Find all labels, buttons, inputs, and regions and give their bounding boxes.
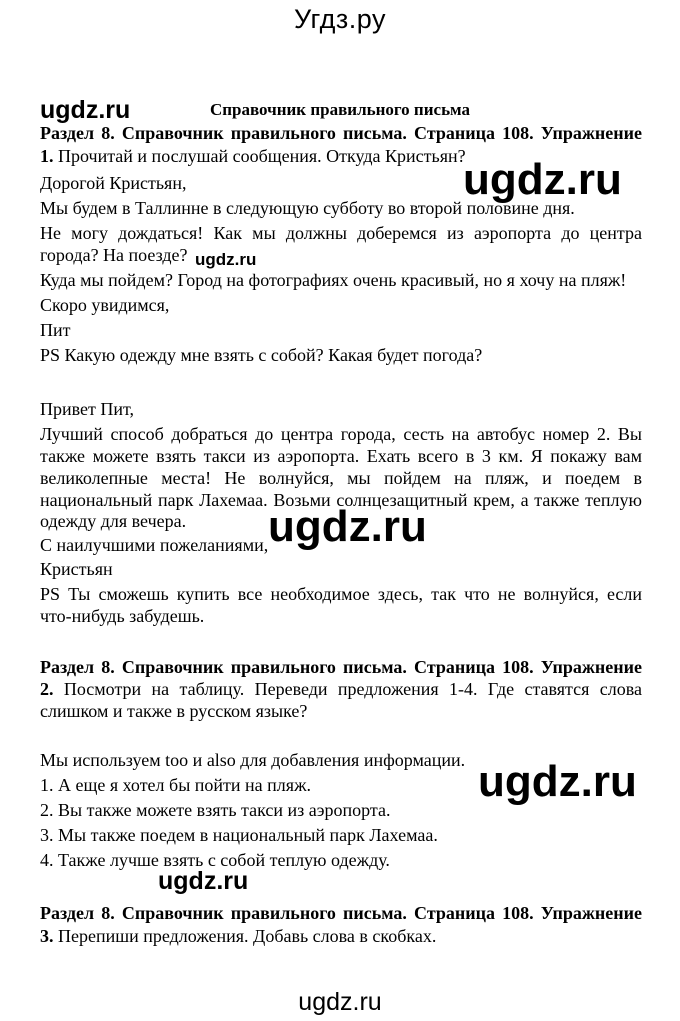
watermark: ugdz.ru (158, 867, 249, 895)
list-item: 4. Также лучше взять с собой теплую одежду. (40, 850, 390, 870)
exercise-3-task (40, 925, 642, 948)
exercise-number: 2. (40, 679, 54, 699)
letter-2-line: великолепные места! Не волнуйся, мы пойдем на пляж, и поедем в (40, 468, 642, 488)
task-text: Посмотри на таблицу. Переведи предложения 1-4. Где ставятся слова (53, 679, 642, 699)
letter-2-greeting: Привет Пит, (40, 399, 135, 419)
letter-2-line: одежду для вечера. (40, 511, 187, 531)
exercise-2-intro: Мы используем too и also для добавления информации. (40, 750, 466, 770)
exercise-number: 3. (40, 926, 54, 946)
exercise-3-heading: Раздел 8. Справочник правильного письма. Страница 108. Упражнение (40, 903, 642, 923)
watermark: ugdz.ru (40, 96, 131, 124)
exercise-2-task: слишком и также в русском языке? (40, 701, 308, 721)
letter-2-signature: Кристьян (40, 559, 113, 579)
task-text: Перепиши предложения. Добавь слова в скобках. (53, 926, 437, 946)
letter-1-paragraph: Не могу дождаться! Как мы должны доберемся из аэропорта до центра (40, 223, 642, 243)
letter-1-paragraph: Куда мы пойдем? Город на фотографиях очень красивый, но я хочу на пляж! (40, 270, 627, 290)
exercise-2-task (40, 678, 642, 701)
watermark: ugdz.ru (478, 757, 637, 806)
letter-2-line: национальный парк Лахемаа. Возьми солнцезащитный крем, а также теплую (40, 490, 642, 510)
letter-2-closing: С наилучшими пожеланиями, (40, 535, 269, 555)
letter-1-closing: Скоро увидимся, (40, 295, 170, 315)
letter-2-line: также можете взять такси из аэропорта. Ехать всего в 3 км. Я покажу вам (40, 446, 642, 466)
letter-1-signature: Пит (40, 320, 71, 340)
watermark: ugdz.ru (195, 250, 257, 269)
site-header: Угдз.ру (294, 4, 386, 34)
list-item: 1. А еще я хотел бы пойти на пляж. (40, 775, 312, 795)
list-item: 2. Вы также можете взять такси из аэропорта. (40, 800, 391, 820)
document-title: Справочник правильного письма (209, 100, 471, 119)
letter-2-postscript: PS Ты сможешь купить все необходимое здесь, так что не волнуйся, если (40, 584, 642, 604)
letter-1-paragraph: Мы будем в Таллинне в следующую субботу во второй половине дня. (40, 198, 575, 218)
exercise-number: 1. (40, 146, 54, 166)
task-text: Прочитай и послушай сообщения. Откуда Кристьян? (53, 146, 466, 166)
letter-1-postscript: PS Какую одежду мне взять с собой? Какая будет погода? (40, 345, 483, 365)
letter-1-paragraph: города? На поезде? (40, 245, 188, 265)
letter-1-greeting: Дорогой Кристьян, (40, 173, 187, 193)
letter-2-line: Лучший способ добраться до центра города, сесть на автобус номер 2. Вы (40, 424, 642, 444)
watermark: ugdz.ru (463, 155, 622, 204)
exercise-1-heading: Раздел 8. Справочник правильного письма. Страница 108. Упражнение (40, 123, 642, 143)
site-footer: ugdz.ru (298, 988, 382, 1016)
exercise-2-heading: Раздел 8. Справочник правильного письма. Страница 108. Упражнение (40, 657, 642, 677)
watermark: ugdz.ru (268, 502, 427, 551)
letter-2-postscript: что-нибудь забудешь. (40, 606, 205, 626)
list-item: 3. Мы также поедем в национальный парк Лахемаа. (40, 825, 438, 845)
